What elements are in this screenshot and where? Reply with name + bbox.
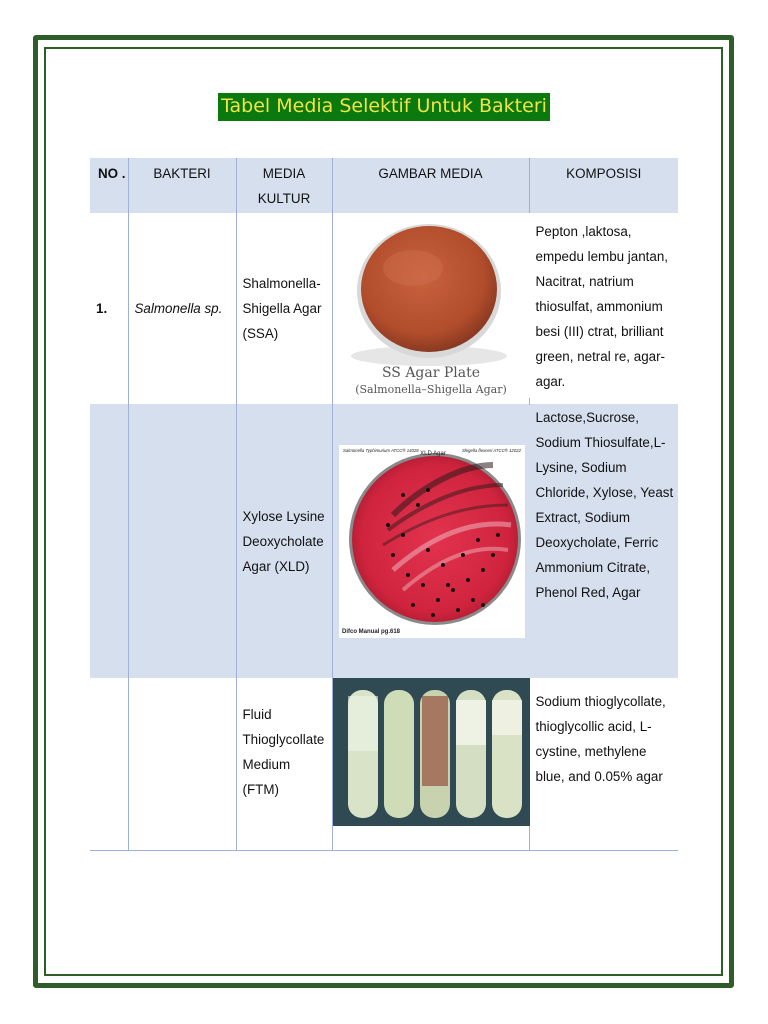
- media-table: [90, 158, 678, 851]
- header-media-kultur: MEDIA KULTUR: [236, 158, 332, 213]
- media-image-ftm: [332, 678, 529, 851]
- table-header-row: [90, 158, 678, 213]
- media-name: Xylose Lysine Deoxycholate Agar (XLD): [236, 404, 332, 678]
- xld-label-left: Salmonella Typhimurium ATCC® 14028: [342, 447, 419, 453]
- header-bakteri: BAKTERI: [128, 158, 236, 213]
- image-caption: SS Agar Plate: [381, 365, 480, 381]
- row-number: [90, 404, 128, 678]
- page-title: Tabel Media Selektif Untuk Bakteri: [218, 93, 550, 121]
- xld-label-right: Shigella flexneri ATCC® 12022: [461, 447, 521, 453]
- bacteria-name: Salmonella sp.: [128, 213, 236, 404]
- bacteria-name: [128, 678, 236, 851]
- media-image-xld: [332, 404, 529, 678]
- table-row: [90, 213, 678, 404]
- bacteria-name: [128, 404, 236, 678]
- media-image-ssa: [332, 213, 529, 404]
- composition-text: Lactose,Sucrose, Sodium Thiosulfate,L-Lysine, Sodium Chloride, Xylose, Yeast Extract, Sodium Deoxycholate, Ferric Ammonium Citrate, Phenol Red, Agar: [529, 404, 678, 678]
- table-row: [90, 404, 678, 678]
- header-komposisi: KOMPOSISI: [529, 158, 678, 213]
- media-name: Shalmonella-Shigella Agar (SSA): [236, 213, 332, 404]
- composition-text: Pepton ,laktosa, empedu lembu jantan, Nacitrat, natrium thiosulfat, ammonium besi (III) ctrat, brilliant green, netral re, agar-agar.: [529, 213, 678, 404]
- composition-text: Sodium thioglycollate, thioglycollic acid, L-cystine, methylene blue, and 0.05% agar: [529, 678, 678, 851]
- row-number: 1.: [90, 213, 128, 404]
- image-subcaption: (Salmonella–Shigella Agar): [354, 383, 507, 396]
- row-number: [90, 678, 128, 851]
- title-container: [0, 93, 768, 121]
- media-name: Fluid Thioglycollate Medium (FTM): [236, 678, 332, 851]
- header-gambar-media: GAMBAR MEDIA: [332, 158, 529, 213]
- header-no: NO .: [90, 158, 128, 213]
- xld-label-bottom: Difco Manual pg.618: [341, 628, 400, 635]
- xld-label-top: XLD Agar: [419, 450, 446, 457]
- table-row: [90, 678, 678, 851]
